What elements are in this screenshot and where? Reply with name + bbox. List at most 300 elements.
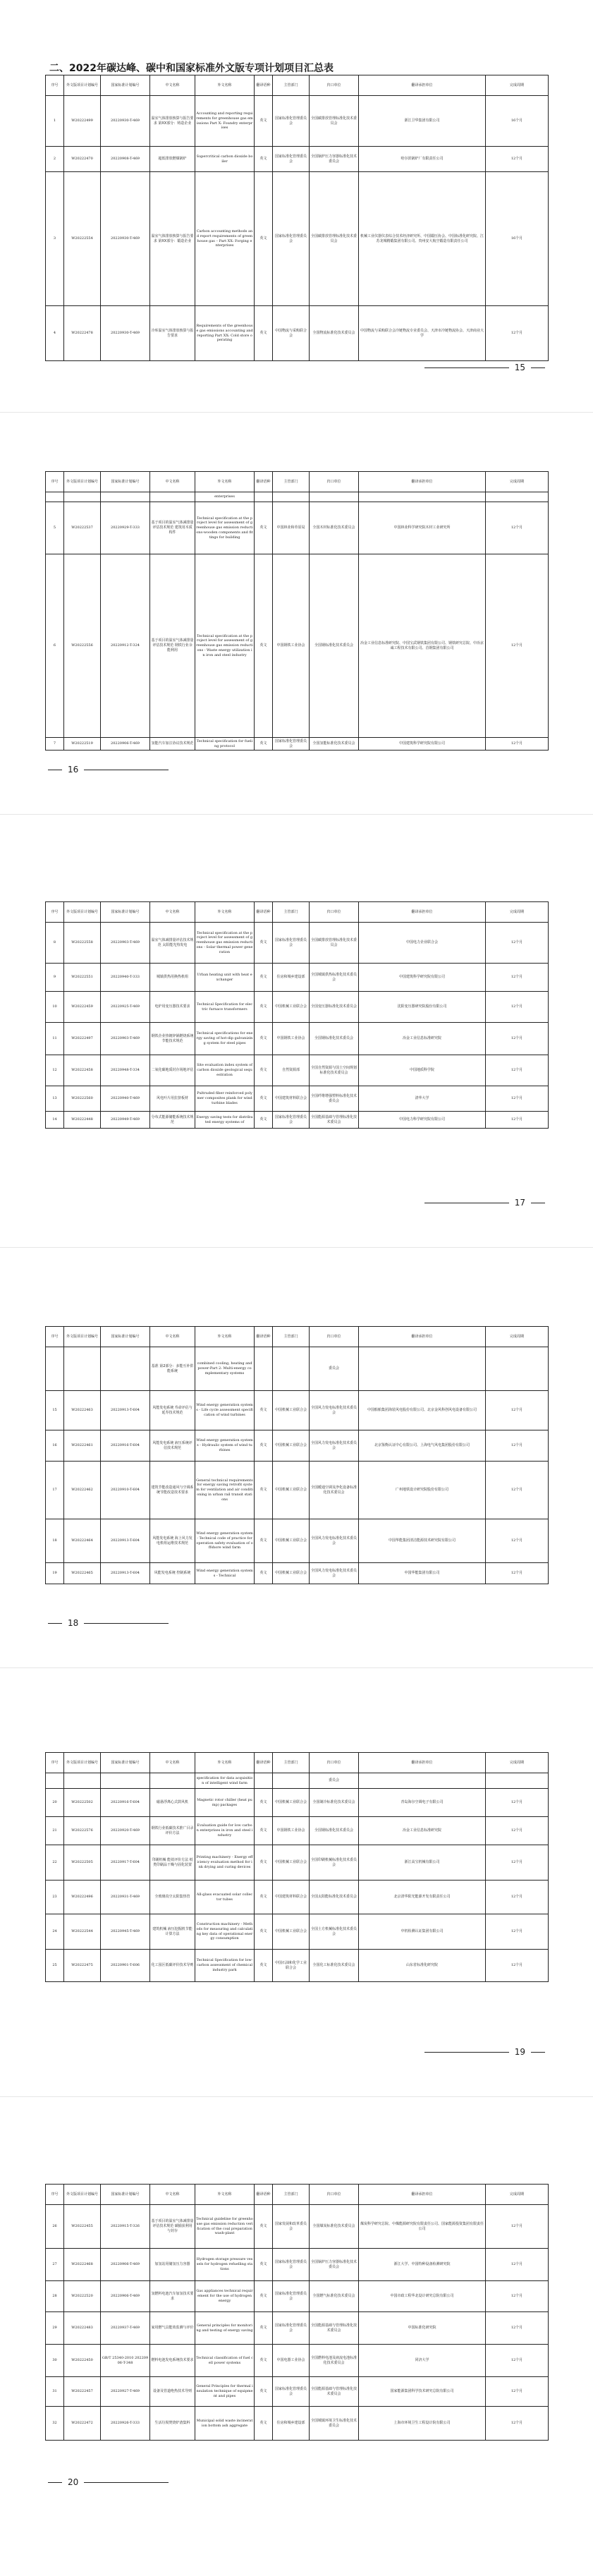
completion-period-cell: 12个月	[486, 554, 549, 738]
language-cell: 英文	[255, 738, 273, 751]
plan-id-cell: W20222519	[64, 738, 101, 751]
chinese-name-cell: 基于项目的温室气体减排量评估技术规范 碳捕获利用与封存	[150, 2205, 195, 2249]
competent-dept-cell: 国家标准化管理委员会	[273, 172, 310, 306]
plan-id-cell: W20222458	[64, 1055, 101, 1086]
chinese-name-cell: 电炉用变压器技术要求	[150, 992, 195, 1023]
translation-org-cell: 机械工业仪器仪表综合技术经济研究所、中国锻压协会、中国标准化研究院、江苏龙城精锻集团有限公司、贵州安大航空锻造有限责任公司	[359, 172, 486, 306]
completion-period-cell: 12个月	[486, 1563, 549, 1584]
row-number-cell: 21	[46, 1817, 64, 1845]
language-cell: 英文	[255, 992, 273, 1023]
chinese-name-cell: 风能发电系统 控制系统	[150, 1563, 195, 1584]
standard-plan-id-cell: 20220920-T-469	[101, 1817, 150, 1845]
completion-period-cell: 12个月	[486, 2377, 549, 2407]
english-name-cell: Technical classification of fuel cell power systems	[195, 2345, 255, 2377]
plan-id-cell: W20222560	[64, 1086, 101, 1112]
table-row	[46, 147, 549, 172]
standard-plan-id-cell: 20220930-T-469	[101, 172, 150, 306]
competent-dept-cell: 中国钢铁工业协会	[273, 1023, 310, 1055]
english-name-cell: Technical Specification for low-carbon assessment of chemical industry park	[195, 1950, 255, 1982]
column-header-plan-id: 外文版项目计划编号	[64, 2185, 101, 2205]
table-row	[46, 1817, 549, 1845]
row-number-cell: 9	[46, 964, 64, 992]
column-header-row-number: 序号	[46, 75, 64, 96]
language-cell: 英文	[255, 147, 273, 172]
table-row	[46, 2377, 549, 2407]
chinese-name-cell: 超低排放燃煤锅炉	[150, 147, 195, 172]
technical-committee-cell: 全国钢标准化技术委员会	[310, 1023, 359, 1055]
row-number-cell: 18	[46, 1519, 64, 1563]
column-header-technical-committee: 归口单位	[310, 472, 359, 492]
column-header-translation-org: 翻译承担单位	[359, 472, 486, 492]
translation-org-cell: 中国华能集团有限公司	[359, 1563, 486, 1584]
technical-committee-cell: 全国风力发电标准化技术委员会	[310, 1391, 359, 1430]
technical-committee-cell: 全国碳排放管理标准化技术委员会	[310, 923, 359, 964]
standard-plan-id-cell: 20220949-T-469	[101, 1112, 150, 1129]
plan-id-cell: W20222556	[64, 554, 101, 738]
table-row	[46, 1789, 549, 1817]
language-cell: 英文	[255, 2281, 273, 2312]
completion-period-cell: 12个月	[486, 2407, 549, 2441]
technical-committee-cell: 全国制冷标准化技术委员会	[310, 1789, 359, 1817]
language-cell: 英文	[255, 964, 273, 992]
column-header-competent-dept: 主管部门	[273, 2185, 310, 2205]
standard-plan-id-cell: 20220948-T-334	[101, 1055, 150, 1086]
technical-committee-cell: 全国碳排放管理标准化技术委员会	[310, 96, 359, 147]
translation-org-cell: 清华大学	[359, 1086, 486, 1112]
translation-org-cell: 中国林业科学研究院木材工业研究所	[359, 502, 486, 554]
language-cell: 英文	[255, 1519, 273, 1563]
column-header-chinese-name: 中文名称	[150, 75, 195, 96]
chinese-name-cell: 温室气体排放核算与报告要求 第XX部分：铸造企业	[150, 96, 195, 147]
projects-table	[45, 75, 549, 361]
standard-plan-id-cell: 20220916-T-604	[101, 1789, 150, 1817]
row-number-cell: 3	[46, 172, 64, 306]
language-cell: 英文	[255, 1112, 273, 1129]
chinese-name-cell: 风能发电系统 液压系统评估技术规范	[150, 1430, 195, 1462]
chinese-name-cell: 家用燃气具能效监测与评价	[150, 2312, 195, 2345]
standard-plan-id-cell: 20220901-T-606	[101, 1950, 150, 1982]
completion-period-cell: 12个月	[486, 1789, 549, 1817]
completion-period-cell: 12个月	[486, 992, 549, 1023]
plan-id-cell: W20222463	[64, 1391, 101, 1430]
table-row	[46, 1462, 549, 1519]
technical-committee-cell: 全国钢标准化技术委员会	[310, 1817, 359, 1845]
plan-id-cell: W20222475	[64, 1950, 101, 1982]
english-name-cell: Technical specification at the project level for assessment of greenhouse gas emission reductions - Solar thermal power generation	[195, 923, 255, 964]
technical-committee-cell: 全国印刷机械标准化技术委员会	[310, 1845, 359, 1881]
technical-committee-cell: 全国暖通空调及净化设备标准化技术委员会	[310, 1462, 359, 1519]
standard-plan-id-cell: 20220937-T-469	[101, 2312, 150, 2345]
english-name-cell: Energy saving tests for distributed energy systems of	[195, 1112, 255, 1129]
plan-id-cell: W20222537	[64, 502, 101, 554]
competent-dept-cell: 中国机械工业联合会	[273, 1914, 310, 1950]
chinese-name-cell: 氢燃料电池汽车加氢技术要求	[150, 2281, 195, 2312]
page-number-text: 17	[514, 1198, 525, 1208]
standard-plan-id-cell: 20220940-T-469	[101, 1086, 150, 1112]
competent-dept-cell: 国家标准化管理委员会	[273, 2377, 310, 2407]
competent-dept-cell: 中国电器工业协会	[273, 2345, 310, 2377]
translation-org-cell: 同济大学	[359, 2345, 486, 2377]
row-number-cell: 26	[46, 2205, 64, 2249]
column-header-plan-id: 外文版项目计划编号	[64, 1753, 101, 1773]
completion-period-cell: 12个月	[486, 1462, 549, 1519]
table-header-row	[46, 75, 549, 96]
chinese-name-cell: 全玻璃真空太阳集热管	[150, 1881, 195, 1914]
english-name-cell: Pultruded fiber reinforced polymer composites plank for wind turbine blades	[195, 1086, 255, 1112]
table-row	[46, 502, 549, 554]
page-number-text: 20	[68, 2477, 79, 2487]
row-number-cell: 32	[46, 2407, 64, 2441]
chinese-name-cell: 磁悬浮离心式鼓风机	[150, 1789, 195, 1817]
technical-committee-cell: 全国碳排放管理标准化技术委员会	[310, 172, 359, 306]
translation-org-cell: 浙江大学、中国特种设备检测研究院	[359, 2249, 486, 2281]
completion-period-cell: 12个月	[486, 738, 549, 751]
column-header-plan-id: 外文版项目计划编号	[64, 472, 101, 492]
column-header-language: 翻译语种	[255, 902, 273, 923]
translation-org-cell: 中国电力科学研究院有限公司	[359, 1112, 486, 1129]
language-cell: 英文	[255, 1789, 273, 1817]
page-break	[0, 412, 593, 413]
technical-committee-cell: 全国氢能标准化技术委员会	[310, 738, 359, 751]
standard-plan-id-cell: 20220903-T-469	[101, 923, 150, 964]
language-cell: 英文	[255, 2249, 273, 2281]
column-header-technical-committee: 归口单位	[310, 2185, 359, 2205]
completion-period-cell: 16个月	[486, 172, 549, 306]
standard-plan-id-cell: 20220929-T-333	[101, 502, 150, 554]
translation-org-cell: 中国物流与采购联合会冷链物流专业委员会、天津市冷链物流协会、天津商业大学	[359, 306, 486, 361]
plan-id-cell	[64, 1773, 101, 1789]
standard-plan-id-cell: 20220913-T-604	[101, 1563, 150, 1584]
english-name-cell: combined cooling, heating and power-Part 2: Multi-energy complementary systems	[195, 1347, 255, 1391]
column-header-plan-id: 外文版项目计划编号	[64, 75, 101, 96]
chinese-name-cell: 基准 第2部分：多能互补供能系统	[150, 1347, 195, 1391]
column-header-standard-plan-id: 国家标准计划编号	[101, 472, 150, 492]
column-header-completion-period: 完成周期	[486, 2185, 549, 2205]
translation-org-cell: 北京清华阳光能源开发有限责任公司	[359, 1881, 486, 1914]
translation-org-cell: 山东省标准化研究院	[359, 1950, 486, 1982]
plan-id-cell: W20222576	[64, 1817, 101, 1845]
plan-id-cell: W20222499	[64, 96, 101, 147]
table-row	[46, 306, 549, 361]
competent-dept-cell: 国家标准化管理委员会	[273, 1112, 310, 1129]
translation-org-cell: 中国船舶集团海装风电股份有限公司、北京金风科创风电设备有限公司	[359, 1391, 486, 1430]
english-name-cell: Wind energy generation systems - Technical	[195, 1563, 255, 1584]
standard-plan-id-cell: 20220926-T-333	[101, 2407, 150, 2441]
page-break	[0, 2096, 593, 2097]
technical-committee-cell: 全国能源基础与管理标准化技术委员会	[310, 1112, 359, 1129]
completion-period-cell: 12个月	[486, 964, 549, 992]
technical-committee-cell: 全国燃气标准化技术委员会	[310, 2281, 359, 2312]
completion-period-cell: 12个月	[486, 1845, 549, 1881]
standard-plan-id-cell: 20220927-T-469	[101, 2377, 150, 2407]
table-row	[46, 1055, 549, 1086]
row-number-cell: 20	[46, 1789, 64, 1817]
row-number-cell: 28	[46, 2281, 64, 2312]
language-cell: 英文	[255, 1881, 273, 1914]
chinese-name-cell: 生活垃圾焚烧炉渣集料	[150, 2407, 195, 2441]
chinese-name-cell: 基于项目的温室气体减排量评估技术规范 建筑用木质构件	[150, 502, 195, 554]
standard-plan-id-cell: 20220908-T-469	[101, 147, 150, 172]
plan-id-cell: W20222483	[64, 2312, 101, 2345]
language-cell: 英文	[255, 1430, 273, 1462]
row-number-cell: 10	[46, 992, 64, 1023]
standard-plan-id-cell: 20220906-T-469	[101, 2281, 150, 2312]
completion-period-cell: 12个月	[486, 502, 549, 554]
competent-dept-cell: 国家标准化管理委员会	[273, 738, 310, 751]
technical-committee-cell: 全国风力发电标准化技术委员会	[310, 1519, 359, 1563]
plan-id-cell: W20222470	[64, 147, 101, 172]
english-name-cell: Technical guideline for greenhouse gas emission reduction verification of the coal preparation wash-plant	[195, 2205, 255, 2249]
competent-dept-cell: 中国石油和化学工业联合会	[273, 1950, 310, 1982]
competent-dept-cell: 中国机械工业联合会	[273, 1563, 310, 1584]
row-number-cell: 15	[46, 1391, 64, 1430]
row-number-cell	[46, 1773, 64, 1789]
completion-period-cell: 12个月	[486, 1055, 549, 1086]
plan-id-cell: W20222448	[64, 1112, 101, 1129]
completion-period-cell: 12个月	[486, 1086, 549, 1112]
row-number-cell: 23	[46, 1881, 64, 1914]
competent-dept-cell: 国家标准化管理委员会	[273, 2281, 310, 2312]
plan-id-cell: W20222478	[64, 306, 101, 361]
row-number-cell: 12	[46, 1055, 64, 1086]
language-cell: 英文	[255, 554, 273, 738]
english-name-cell: Hydrogen storage pressure vessels for hydrogen refuelling stations	[195, 2249, 255, 2281]
completion-period-cell	[486, 1347, 549, 1391]
technical-committee-cell: 全国太阳能标准化技术委员会	[310, 1881, 359, 1914]
standard-plan-id-cell: 20220910-T-604	[101, 1462, 150, 1519]
completion-period-cell: 12个月	[486, 1519, 549, 1563]
row-number-cell: 24	[46, 1914, 64, 1950]
column-header-technical-committee: 归口单位	[310, 1753, 359, 1773]
competent-dept-cell: 自然资源部	[273, 1055, 310, 1086]
chinese-name-cell: 印刷机械 能效评价方法 纸类印刷品干燥与固化装置	[150, 1845, 195, 1881]
table-row	[46, 492, 549, 502]
row-number-cell	[46, 1347, 64, 1391]
technical-committee-cell: 全国能源基础与管理标准化技术委员会	[310, 2377, 359, 2407]
table-row	[46, 554, 549, 738]
completion-period-cell: 12个月	[486, 2312, 549, 2345]
table-row	[46, 1086, 549, 1112]
row-number-cell: 13	[46, 1086, 64, 1112]
column-header-technical-committee: 归口单位	[310, 75, 359, 96]
language-cell: 英文	[255, 2377, 273, 2407]
row-number-cell: 8	[46, 923, 64, 964]
language-cell: 英文	[255, 2407, 273, 2441]
standard-plan-id-cell: 20220913-T-604	[101, 1519, 150, 1563]
plan-id-cell: W20222450	[64, 2345, 101, 2377]
standard-plan-id-cell: 20220940-T-333	[101, 964, 150, 992]
page-number	[0, 2477, 593, 2487]
column-header-plan-id: 外文版项目计划编号	[64, 1327, 101, 1347]
column-header-chinese-name: 中文名称	[150, 2185, 195, 2205]
translation-org-cell: 哈尔滨锅炉厂有限责任公司	[359, 147, 486, 172]
language-cell	[255, 492, 273, 502]
competent-dept-cell: 国家标准化管理委员会	[273, 96, 310, 147]
technical-committee-cell: 委员会	[310, 1773, 359, 1789]
competent-dept-cell: 住房和城乡建设部	[273, 2407, 310, 2441]
column-header-standard-plan-id: 国家标准计划编号	[101, 2185, 150, 2205]
row-number-cell: 29	[46, 2312, 64, 2345]
technical-committee-cell: 全国城镇环境卫生标准化技术委员会	[310, 2407, 359, 2441]
column-header-translation-org: 翻译承担单位	[359, 1753, 486, 1773]
translation-org-cell: 中国地质科学院	[359, 1055, 486, 1086]
english-name-cell: Construction machinery - Methods for measuring and calculating key data of operational energy consumption	[195, 1914, 255, 1950]
english-name-cell: Wind energy generation systems - Life cycle assessment specification of wind turbines	[195, 1391, 255, 1430]
column-header-english-name: 外文名称	[195, 75, 255, 96]
projects-table	[45, 1326, 549, 1584]
translation-org-cell: 中国建筑科学研究院有限公司	[359, 738, 486, 751]
row-number-cell: 4	[46, 306, 64, 361]
column-header-completion-period: 完成周期	[486, 1753, 549, 1773]
language-cell: 英文	[255, 923, 273, 964]
column-header-translation-org: 翻译承担单位	[359, 75, 486, 96]
row-number-cell: 31	[46, 2377, 64, 2407]
plan-id-cell: W20222464	[64, 1519, 101, 1563]
translation-org-cell: 上海市环境卫生工程设计院有限公司	[359, 2407, 486, 2441]
completion-period-cell: 12个月	[486, 2345, 549, 2377]
technical-committee-cell: 全国风力发电标准化技术委员会	[310, 1563, 359, 1584]
column-header-translation-org: 翻译承担单位	[359, 1327, 486, 1347]
language-cell: 英文	[255, 1845, 273, 1881]
row-number-cell: 17	[46, 1462, 64, 1519]
table-header-row	[46, 2185, 549, 2205]
competent-dept-cell: 中国物流与采购联合会	[273, 306, 310, 361]
english-name-cell: Technical specification for fueling protocol	[195, 738, 255, 751]
row-number-cell: 5	[46, 502, 64, 554]
english-name-cell: Carbon accounting methods and report requirements of greenhouse gas – Part XX: Forging enterprises	[195, 172, 255, 306]
english-name-cell: Municipal solid waste incineration bottom ash aggregate	[195, 2407, 255, 2441]
completion-period-cell: 12个月	[486, 2249, 549, 2281]
column-header-technical-committee: 归口单位	[310, 902, 359, 923]
technical-committee-cell: 全国化工标准化技术委员会	[310, 1950, 359, 1982]
english-name-cell: All-glass evacuated solar collector tubes	[195, 1881, 255, 1914]
chinese-name-cell: 风能发电系统 寿命评估与延寿技术规范	[150, 1391, 195, 1430]
table-row	[46, 1023, 549, 1055]
competent-dept-cell	[273, 1773, 310, 1789]
column-header-completion-period: 完成周期	[486, 902, 549, 923]
column-header-chinese-name: 中文名称	[150, 902, 195, 923]
completion-period-cell: 12个月	[486, 1914, 549, 1950]
translation-org-cell: 国家能源集团科学技术研究总院有限公司	[359, 2377, 486, 2407]
row-number-cell: 2	[46, 147, 64, 172]
column-header-row-number: 序号	[46, 472, 64, 492]
competent-dept-cell: 中国建筑材料联合会	[273, 1881, 310, 1914]
standard-plan-id-cell: 20220930-T-469	[101, 306, 150, 361]
competent-dept-cell	[273, 492, 310, 502]
column-header-language: 翻译语种	[255, 2185, 273, 2205]
column-header-english-name: 外文名称	[195, 1327, 255, 1347]
row-number-cell: 6	[46, 554, 64, 738]
completion-period-cell	[486, 1773, 549, 1789]
plan-id-cell: W20222544	[64, 1914, 101, 1950]
chinese-name-cell: 冷库温室气体排放核算与报告要求	[150, 306, 195, 361]
chinese-name-cell: 加氢站用储氢压力容器	[150, 2249, 195, 2281]
technical-committee-cell: 全国能源基础与管理标准化技术委员会	[310, 2312, 359, 2345]
competent-dept-cell	[273, 1347, 310, 1391]
column-header-completion-period: 完成周期	[486, 75, 549, 96]
technical-committee-cell: 全国燃料电池及液流电池标准化技术委员会	[310, 2345, 359, 2377]
column-header-standard-plan-id: 国家标准计划编号	[101, 902, 150, 923]
row-number-cell: 19	[46, 1563, 64, 1584]
competent-dept-cell: 中国机械工业联合会	[273, 1845, 310, 1881]
english-name-cell: Evaluation guide for low carbon enterprises in iron and steel industry	[195, 1817, 255, 1845]
translation-org-cell: 浙江卫华集团有限公司	[359, 96, 486, 147]
column-header-standard-plan-id: 国家标准计划编号	[101, 1753, 150, 1773]
plan-id-cell: W20222505	[64, 1845, 101, 1881]
translation-org-cell: 冶金工业信息标准研究院	[359, 1817, 486, 1845]
row-number-cell	[46, 492, 64, 502]
technical-committee-cell: 全国锅炉压力容器标准化技术委员会	[310, 147, 359, 172]
completion-period-cell: 12个月	[486, 1391, 549, 1430]
page-break	[0, 1247, 593, 1248]
translation-org-cell: 冶金工业信息标准研究院、中国宝武钢铁集团有限公司、钢铁研究总院、中冶京诚工程技术有限公司、首钢集团有限公司	[359, 554, 486, 738]
english-name-cell: Supercritical carbon dioxide boiler	[195, 147, 255, 172]
chinese-name-cell: 基于项目的温室气体减排量评估技术规范 钢铁行业余能利用	[150, 554, 195, 738]
plan-id-cell: W20222459	[64, 992, 101, 1023]
completion-period-cell	[486, 492, 549, 502]
plan-id-cell	[64, 1347, 101, 1391]
column-header-competent-dept: 主管部门	[273, 902, 310, 923]
plan-id-cell: W20222465	[64, 1563, 101, 1584]
completion-period-cell: 12个月	[486, 306, 549, 361]
column-header-technical-committee: 归口单位	[310, 1327, 359, 1347]
page-number-text: 16	[68, 765, 79, 774]
competent-dept-cell: 国家发展和改革委员会	[273, 2205, 310, 2249]
column-header-plan-id: 外文版项目计划编号	[64, 902, 101, 923]
column-header-row-number: 序号	[46, 1753, 64, 1773]
table-header-row	[46, 1753, 549, 1773]
table-row	[46, 2249, 549, 2281]
column-header-standard-plan-id: 国家标准计划编号	[101, 75, 150, 96]
table-row	[46, 738, 549, 751]
chinese-name-cell: 化工园区低碳评价技术导则	[150, 1950, 195, 1982]
table-row	[46, 2312, 549, 2345]
standard-plan-id-cell: 20220945-T-469	[101, 1914, 150, 1950]
completion-period-cell: 12个月	[486, 1817, 549, 1845]
completion-period-cell: 12个月	[486, 1881, 549, 1914]
standard-plan-id-cell: 20220906-T-469	[101, 738, 150, 751]
technical-committee-cell: 全国变压器标准化技术委员会	[310, 992, 359, 1023]
table-row	[46, 1950, 549, 1982]
table-row	[46, 923, 549, 964]
chinese-name-cell: 钢铁行业低碳技术推广目录评价方法	[150, 1817, 195, 1845]
competent-dept-cell: 国家标准化管理委员会	[273, 2249, 310, 2281]
document-heading: 二、2022年碳达峰、碳中和国家标准外文版专项计划项目汇总表	[49, 63, 334, 74]
english-name-cell: General Principles for thermal insulation technique of equipment and pipes	[195, 2377, 255, 2407]
page-number	[0, 1618, 593, 1628]
column-header-english-name: 外文名称	[195, 1753, 255, 1773]
projects-table	[45, 1752, 549, 1982]
table-row	[46, 1347, 549, 1391]
technical-committee-cell: 全国木材标准化技术委员会	[310, 502, 359, 554]
chinese-name-cell: 氢能汽车加注协议技术规范	[150, 738, 195, 751]
row-number-cell: 27	[46, 2249, 64, 2281]
table-row	[46, 2281, 549, 2312]
table-row	[46, 1845, 549, 1881]
english-name-cell: Technical Specification for electric furnace transformers	[195, 992, 255, 1023]
english-name-cell: enterprises	[195, 492, 255, 502]
english-name-cell: Printing machinery - Energy efficiency evaluation method for ink drying and curing devices	[195, 1845, 255, 1881]
column-header-row-number: 序号	[46, 1327, 64, 1347]
competent-dept-cell: 中国林业和草原局	[273, 502, 310, 554]
chinese-name-cell: 钢铁企业热镀锌锅燃烧系统节能技术规范	[150, 1023, 195, 1055]
column-header-chinese-name: 中文名称	[150, 1753, 195, 1773]
column-header-competent-dept: 主管部门	[273, 75, 310, 96]
competent-dept-cell: 中国机械工业联合会	[273, 1462, 310, 1519]
table-row	[46, 172, 549, 306]
translation-org-cell: 冶金工业信息标准研究院	[359, 1023, 486, 1055]
language-cell: 英文	[255, 96, 273, 147]
